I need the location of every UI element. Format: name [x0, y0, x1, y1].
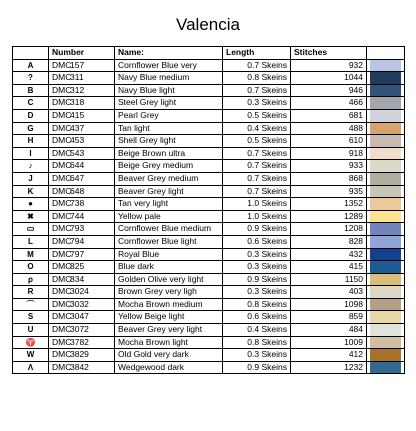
code-label: 3047	[70, 311, 89, 322]
table-row	[13, 109, 405, 122]
number-cell	[49, 122, 115, 135]
code-label: 3072	[70, 324, 89, 335]
color-swatch	[370, 362, 401, 374]
number-cell	[49, 361, 115, 374]
stitches-cell: 610	[291, 135, 367, 148]
code-label: 311	[70, 72, 84, 83]
color-swatch-cell	[367, 147, 405, 160]
table-row	[13, 160, 405, 173]
symbol-cell: ♈	[13, 336, 49, 349]
length-cell: 0.7 Skeins	[223, 172, 291, 185]
name-cell: Beaver Grey medium	[115, 172, 223, 185]
color-swatch	[370, 211, 401, 223]
symbol-cell: ●	[13, 198, 49, 211]
brand-label: DMC	[52, 160, 72, 171]
stitches-cell: 868	[291, 172, 367, 185]
code-label: 834	[70, 273, 85, 284]
name-cell: Wedgewood dark	[115, 361, 223, 374]
name-cell: Tan very light	[115, 198, 223, 211]
table-row	[13, 198, 405, 211]
code-label: 738	[70, 198, 85, 209]
name-cell: Blue dark	[115, 261, 223, 274]
stitches-cell: 1098	[291, 298, 367, 311]
color-swatch-cell	[367, 286, 405, 299]
color-swatch-cell	[367, 248, 405, 261]
number-cell	[49, 135, 115, 148]
name-cell: Cornflower Blue very	[115, 59, 223, 72]
code-label: 415	[70, 109, 85, 120]
code-label: 3032	[70, 298, 89, 309]
name-cell: Old Gold very dark	[115, 349, 223, 362]
length-cell: 0.4 Skeins	[223, 122, 291, 135]
color-swatch-cell	[367, 273, 405, 286]
number-cell	[49, 298, 115, 311]
name-cell: Beaver Grey light	[115, 185, 223, 198]
number-cell	[49, 235, 115, 248]
length-cell: 0.8 Skeins	[223, 298, 291, 311]
color-swatch	[370, 249, 401, 261]
brand-label: DMC	[52, 324, 72, 335]
name-cell: Yellow pale	[115, 210, 223, 223]
color-swatch	[370, 60, 401, 72]
name-cell: Cornflower Blue light	[115, 235, 223, 248]
code-label: 797	[70, 248, 85, 259]
number-cell	[49, 84, 115, 97]
length-cell: 0.8 Skeins	[223, 336, 291, 349]
table-row	[13, 223, 405, 236]
number-cell	[49, 336, 115, 349]
brand-label: DMC	[52, 223, 72, 234]
brand-label: DMC	[52, 198, 72, 209]
length-cell: 0.7 Skeins	[223, 147, 291, 160]
table-header-row	[13, 47, 405, 60]
header-stitches: Stitches	[291, 47, 367, 60]
name-cell: Yellow Beige light	[115, 311, 223, 324]
table-row	[13, 336, 405, 349]
brand-label: DMC	[52, 172, 72, 183]
thread-legend-table	[12, 46, 405, 374]
number-cell	[49, 261, 115, 274]
code-label: 644	[70, 160, 85, 171]
name-cell: Beige Brown ultra	[115, 147, 223, 160]
symbol-cell: L	[13, 235, 49, 248]
symbol-cell: ▭	[13, 223, 49, 236]
color-swatch	[370, 311, 401, 323]
symbol-cell: H	[13, 135, 49, 148]
stitches-cell: 933	[291, 160, 367, 173]
table-row	[13, 324, 405, 337]
name-cell: Beaver Grey very light	[115, 324, 223, 337]
brand-label: DMC	[52, 286, 72, 297]
code-label: 3782	[70, 336, 89, 347]
color-swatch-cell	[367, 210, 405, 223]
code-label: 437	[70, 122, 85, 133]
name-cell: Navy Blue light	[115, 84, 223, 97]
name-cell: Shell Grey light	[115, 135, 223, 148]
number-cell	[49, 109, 115, 122]
header-name: Name:	[115, 47, 223, 60]
stitches-cell: 1208	[291, 223, 367, 236]
color-swatch	[370, 236, 401, 248]
table-row	[13, 286, 405, 299]
length-cell: 0.9 Skeins	[223, 361, 291, 374]
table-row	[13, 59, 405, 72]
color-swatch-cell	[367, 97, 405, 110]
number-cell	[49, 147, 115, 160]
table-row	[13, 273, 405, 286]
color-swatch	[370, 148, 401, 160]
color-swatch-cell	[367, 172, 405, 185]
symbol-cell: ρ	[13, 273, 49, 286]
stitches-cell: 946	[291, 84, 367, 97]
stitches-cell: 484	[291, 324, 367, 337]
brand-label: DMC	[52, 72, 72, 83]
stitches-cell: 859	[291, 311, 367, 324]
color-swatch	[370, 286, 401, 298]
brand-label: DMC	[52, 361, 72, 372]
color-swatch	[370, 198, 401, 210]
color-swatch	[370, 110, 401, 122]
length-cell: 0.6 Skeins	[223, 235, 291, 248]
number-cell	[49, 223, 115, 236]
color-swatch	[370, 97, 401, 109]
code-label: 794	[70, 235, 85, 246]
symbol-cell: U	[13, 324, 49, 337]
code-label: 543	[70, 147, 85, 158]
length-cell: 0.3 Skeins	[223, 248, 291, 261]
brand-label: DMC	[52, 235, 72, 246]
symbol-cell: ♪	[13, 160, 49, 173]
header-symbol	[13, 47, 49, 60]
color-swatch-cell	[367, 84, 405, 97]
name-cell: Cornflower Blue medium	[115, 223, 223, 236]
name-cell: Tan light	[115, 122, 223, 135]
stitches-cell: 1232	[291, 361, 367, 374]
brand-label: DMC	[52, 122, 72, 133]
color-swatch	[370, 299, 401, 311]
number-cell	[49, 59, 115, 72]
length-cell: 0.3 Skeins	[223, 261, 291, 274]
stitches-cell: 1352	[291, 198, 367, 211]
color-swatch	[370, 349, 401, 361]
symbol-cell: Λ	[13, 361, 49, 374]
brand-label: DMC	[52, 135, 72, 146]
color-swatch-cell	[367, 185, 405, 198]
color-swatch-cell	[367, 122, 405, 135]
code-label: 793	[70, 223, 85, 234]
table-row	[13, 147, 405, 160]
stitches-cell: 412	[291, 349, 367, 362]
length-cell: 0.7 Skeins	[223, 84, 291, 97]
color-swatch	[370, 135, 401, 147]
color-swatch-cell	[367, 261, 405, 274]
brand-label: DMC	[52, 59, 72, 70]
table-row	[13, 172, 405, 185]
symbol-cell: S	[13, 311, 49, 324]
code-label: 647	[70, 172, 85, 183]
color-swatch	[370, 72, 401, 84]
code-label: 3024	[70, 286, 89, 297]
table-row	[13, 122, 405, 135]
symbol-cell: M	[13, 248, 49, 261]
name-cell: Navy Blue medium	[115, 72, 223, 85]
table-row	[13, 298, 405, 311]
brand-label: DMC	[52, 97, 72, 108]
code-label: 312	[70, 84, 85, 95]
code-label: 157	[70, 59, 85, 70]
length-cell: 1.0 Skeins	[223, 198, 291, 211]
stitches-cell: 1044	[291, 72, 367, 85]
number-cell	[49, 286, 115, 299]
brand-label: DMC	[52, 109, 72, 120]
color-swatch-cell	[367, 72, 405, 85]
name-cell: Royal Blue	[115, 248, 223, 261]
name-cell: Golden Olive very light	[115, 273, 223, 286]
color-swatch	[370, 160, 401, 172]
name-cell: Mocha Brown light	[115, 336, 223, 349]
number-cell	[49, 185, 115, 198]
symbol-cell: W	[13, 349, 49, 362]
color-swatch	[370, 274, 401, 286]
length-cell: 0.5 Skeins	[223, 135, 291, 148]
table-row	[13, 349, 405, 362]
table-row	[13, 72, 405, 85]
color-swatch-cell	[367, 109, 405, 122]
name-cell: Beige Grey medium	[115, 160, 223, 173]
number-cell	[49, 273, 115, 286]
number-cell	[49, 172, 115, 185]
length-cell: 0.7 Skeins	[223, 59, 291, 72]
color-swatch-cell	[367, 311, 405, 324]
code-label: 3829	[70, 349, 89, 360]
number-cell	[49, 198, 115, 211]
brand-label: DMC	[52, 298, 72, 309]
symbol-cell: A	[13, 59, 49, 72]
code-label: 318	[70, 97, 85, 108]
stitches-cell: 488	[291, 122, 367, 135]
stitches-cell: 466	[291, 97, 367, 110]
symbol-cell: ✖	[13, 210, 49, 223]
stitches-cell: 1009	[291, 336, 367, 349]
code-label: 648	[70, 185, 85, 196]
symbol-cell: R	[13, 286, 49, 299]
stitches-cell: 935	[291, 185, 367, 198]
number-cell	[49, 210, 115, 223]
header-number: Number	[49, 47, 115, 60]
symbol-cell: G	[13, 122, 49, 135]
length-cell: 0.4 Skeins	[223, 324, 291, 337]
length-cell: 0.6 Skeins	[223, 311, 291, 324]
header-color	[367, 47, 405, 60]
symbol-cell: O	[13, 261, 49, 274]
length-cell: 1.0 Skeins	[223, 210, 291, 223]
stitches-cell: 1150	[291, 273, 367, 286]
color-swatch-cell	[367, 349, 405, 362]
color-swatch-cell	[367, 298, 405, 311]
code-label: 825	[70, 261, 85, 272]
brand-label: DMC	[52, 248, 72, 259]
number-cell	[49, 97, 115, 110]
code-label: 744	[70, 210, 85, 221]
name-cell: Brown Grey very ligh	[115, 286, 223, 299]
symbol-cell: K	[13, 185, 49, 198]
color-swatch-cell	[367, 160, 405, 173]
symbol-cell: I	[13, 147, 49, 160]
code-label: 453	[70, 135, 85, 146]
stitches-cell: 681	[291, 109, 367, 122]
table-row	[13, 84, 405, 97]
length-cell: 0.9 Skeins	[223, 223, 291, 236]
table-row	[13, 235, 405, 248]
length-cell: 0.5 Skeins	[223, 109, 291, 122]
number-cell	[49, 248, 115, 261]
symbol-cell: B	[13, 84, 49, 97]
name-cell: Mocha Brown medium	[115, 298, 223, 311]
brand-label: DMC	[52, 185, 72, 196]
table-row	[13, 311, 405, 324]
color-swatch-cell	[367, 223, 405, 236]
color-swatch	[370, 173, 401, 185]
color-swatch	[370, 337, 401, 349]
table-row	[13, 261, 405, 274]
stitches-cell: 403	[291, 286, 367, 299]
table-row	[13, 210, 405, 223]
length-cell: 0.3 Skeins	[223, 349, 291, 362]
color-swatch-cell	[367, 135, 405, 148]
table-row	[13, 97, 405, 110]
length-cell: 0.3 Skeins	[223, 97, 291, 110]
table-row	[13, 135, 405, 148]
number-cell	[49, 349, 115, 362]
number-cell	[49, 311, 115, 324]
length-cell: 0.3 Skeins	[223, 286, 291, 299]
color-swatch-cell	[367, 59, 405, 72]
stitches-cell: 932	[291, 59, 367, 72]
length-cell: 0.9 Skeins	[223, 273, 291, 286]
code-label: 3842	[70, 361, 89, 372]
color-swatch-cell	[367, 324, 405, 337]
table-row	[13, 361, 405, 374]
color-swatch-cell	[367, 336, 405, 349]
brand-label: DMC	[52, 84, 72, 95]
length-cell: 0.8 Skeins	[223, 72, 291, 85]
name-cell: Pearl Grey	[115, 109, 223, 122]
table-row	[13, 185, 405, 198]
brand-label: DMC	[52, 261, 72, 272]
color-swatch	[370, 186, 401, 198]
header-length: Length	[223, 47, 291, 60]
brand-label: DMC	[52, 210, 72, 221]
stitches-cell: 918	[291, 147, 367, 160]
color-swatch	[370, 223, 401, 235]
symbol-cell: D	[13, 109, 49, 122]
symbol-cell: ⌒	[13, 298, 49, 311]
stitches-cell: 415	[291, 261, 367, 274]
number-cell	[49, 324, 115, 337]
stitches-cell: 828	[291, 235, 367, 248]
symbol-cell: ?	[13, 72, 49, 85]
color-swatch-cell	[367, 198, 405, 211]
table-row	[13, 248, 405, 261]
brand-label: DMC	[52, 147, 72, 158]
length-cell: 0.7 Skeins	[223, 185, 291, 198]
symbol-cell: C	[13, 97, 49, 110]
brand-label: DMC	[52, 311, 72, 322]
name-cell: Steel Grey light	[115, 97, 223, 110]
color-swatch	[370, 85, 401, 97]
brand-label: DMC	[52, 273, 72, 284]
stitches-cell: 432	[291, 248, 367, 261]
length-cell: 0.7 Skeins	[223, 160, 291, 173]
brand-label: DMC	[52, 349, 72, 360]
brand-label: DMC	[52, 336, 72, 347]
stitches-cell: 1289	[291, 210, 367, 223]
color-swatch	[370, 324, 401, 336]
color-swatch	[370, 261, 401, 273]
number-cell	[49, 160, 115, 173]
number-cell	[49, 72, 115, 85]
page-title: Valencia	[176, 15, 240, 34]
color-swatch-cell	[367, 235, 405, 248]
color-swatch	[370, 123, 401, 135]
color-swatch-cell	[367, 361, 405, 374]
symbol-cell: J	[13, 172, 49, 185]
